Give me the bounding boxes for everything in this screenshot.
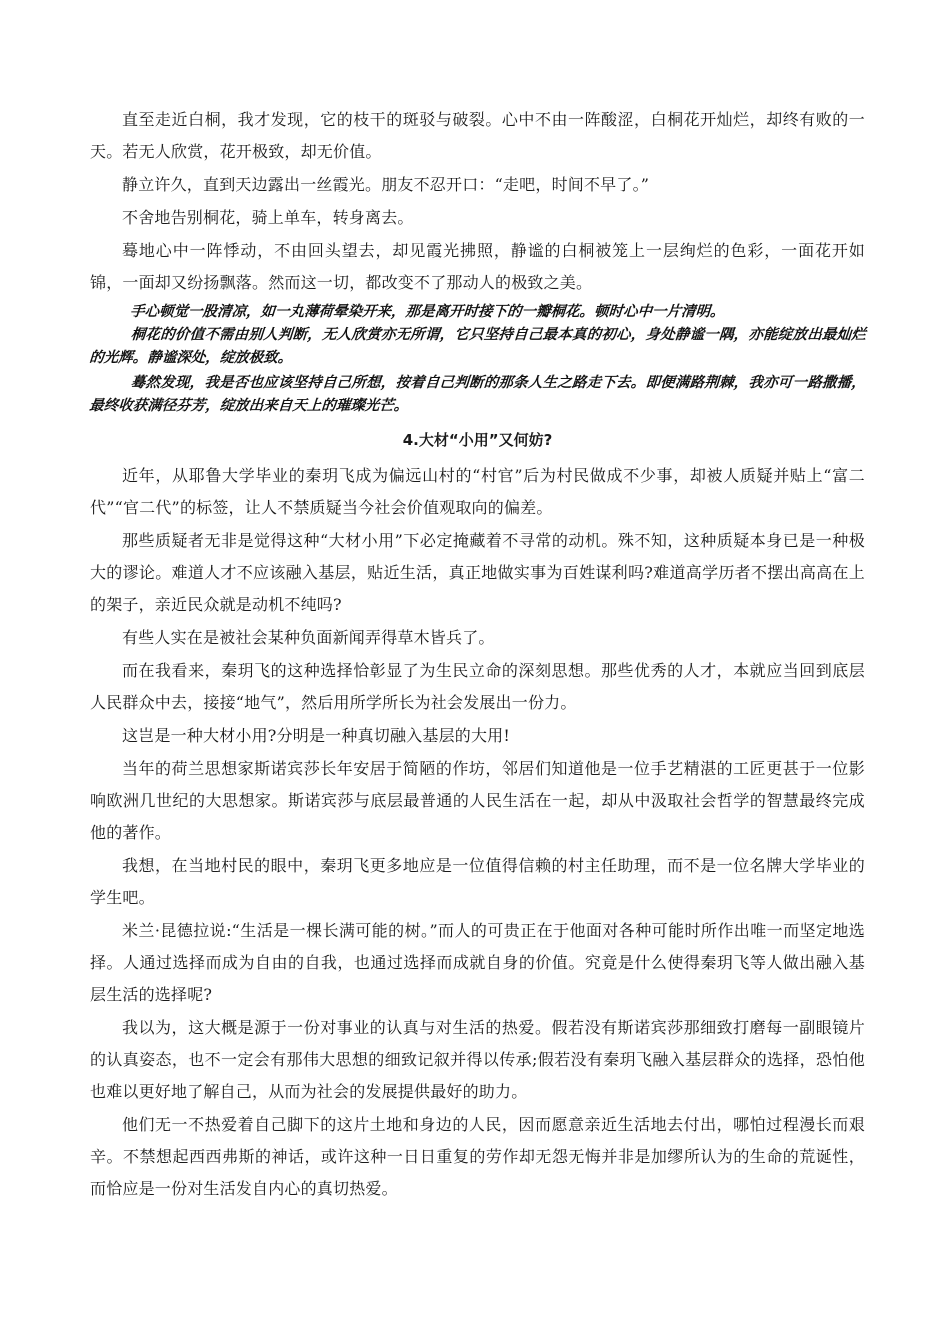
handwritten-line: 蓦然发现，我是否也应该坚持自己所想，按着自己判断的那条人生之路走下去。即便满路荆棘，我亦可一路撒播，最终收获满径芬芳，绽放出来自天上的璀璨光芒。: [88, 375, 867, 414]
paragraph: 蓦地心中一阵悸动，不由回头望去，却见霞光拂照，静谧的白桐被笼上一层绚烂的色彩，一面花开如锦，一面却又纷扬飘落。然而这一切，都改变不了那动人的极致之美。: [90, 241, 865, 292]
paragraph: 直至走近白桐，我才发现，它的枝干的斑驳与破裂。心中不由一阵酸涩，白桐花开灿烂，却终有败的一天。若无人欣赏，花开极致，却无价值。: [90, 110, 865, 161]
section-heading: 4.大材“小用”又何妨?: [402, 431, 553, 449]
paragraph: 我想，在当地村民的眼中，秦玥飞更多地应是一位值得信赖的村主任助理，而不是一位名牌大学毕业的学生吧。: [90, 856, 865, 907]
paragraph: 当年的荷兰思想家斯诺宾莎长年安居于简陋的作坊，邻居们知道他是一位手艺精湛的工匠更甚于一位影响欧洲几世纪的大思想家。斯诺宾莎与底层最普通的人民生活在一起，却从中汲取社会哲学的智慧最终完成他的著作。: [90, 759, 865, 842]
paragraph: 我以为，这大概是源于一份对事业的认真与对生活的热爱。假若没有斯诺宾莎那细致打磨每一副眼镜片的认真姿态，也不一定会有那伟大思想的细致记叙并得以传承;假若没有秦玥飞融入基层群众的选择，恐怕他也难以更好地了解自己，从而为社会的发展提供最好的助力。: [90, 1018, 865, 1101]
paragraph: 静立许久，直到天边露出一丝霞光。朋友不忍开口：“走吧，时间不早了。”: [122, 175, 650, 194]
paragraph: 米兰·昆德拉说:“生活是一棵长满可能的树。”而人的可贵正在于他面对各种可能时所作出唯一而坚定地选择。人通过选择而成为自由的自我，也通过选择而成就自身的价值。究竟是什么使得秦玥飞等人做出融入基层生活的选择呢?: [90, 921, 865, 1004]
paragraph: 近年，从耶鲁大学毕业的秦玥飞成为偏远山村的“村官”后为村民做成不少事，却被人质疑并贴上“富二代”“官二代”的标签，让人不禁质疑当今社会价值观取向的偏差。: [90, 466, 865, 517]
paragraph: 而在我看来，秦玥飞的这种选择恰彰显了为生民立命的深刻思想。那些优秀的人才，本就应当回到底层人民群众中去，接接“地气”，然后用所学所长为社会发展出一份力。: [90, 661, 865, 712]
handwritten-line: 桐花的价值不需由别人判断，无人欣赏亦无所谓，它只坚持自己最本真的初心，身处静谧一隅，亦能绽放出最灿烂的光辉。静谧深处，绽放极致。: [88, 327, 867, 366]
paragraph: 这岂是一种大材小用?分明是一种真切融入基层的大用!: [122, 726, 511, 745]
paragraph: 那些质疑者无非是觉得这种“大材小用”下必定掩藏着不寻常的动机。殊不知，这种质疑本身已是一种极大的谬论。难道人才不应该融入基层，贴近生活，真正地做实事为百姓谋利吗?难道高学历者不摆出高高在上的架子，亲近民众就是动机不纯吗?: [90, 531, 865, 614]
paragraph: 有些人实在是被社会某种负面新闻弄得草木皆兵了。: [122, 628, 495, 647]
paragraph: 不舍地告别桐花，骑上单车，转身离去。: [122, 208, 414, 227]
handwritten-annotation: [90, 301, 865, 418]
paragraph: 他们无一不热爱着自己脚下的这片土地和身边的人民，因而愿意亲近生活地去付出，哪怕过程漫长而艰辛。不禁想起西西弗斯的神话，或许这种一日日重复的劳作却无怨无悔并非是加缪所认为的生命的荒诞性，而恰应是一份对生活发自内心的真切热爱。: [90, 1115, 865, 1198]
handwritten-line: 手心顿觉一股清凉，如一丸薄荷晕染开来，那是离开时接下的一瓣桐花。顿时心中一片清明。: [129, 304, 726, 320]
document-page: [90, 104, 865, 1206]
